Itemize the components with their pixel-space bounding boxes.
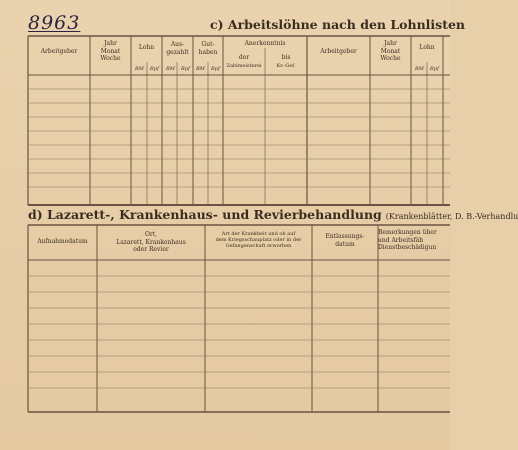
- col-header-lohn-2: Lohn: [419, 44, 435, 51]
- col-header-bemerkungen: Bemerkungen über und Arbeitsfäh Dienstbeschädigun: [378, 229, 437, 251]
- col-header-bis: bis: [281, 54, 291, 61]
- col-header-jahr-monat-woche: Jahr Monat Woche: [100, 40, 121, 62]
- col-header-guthaben: Gut- haben: [198, 41, 218, 56]
- col-header-anerkenntnis: Anerkenntnis: [244, 40, 286, 47]
- col-header-jahr-monat-woche-2: Jahr Monat Woche: [380, 40, 401, 62]
- col-header-ausgezahlt: Aus- gezahlt: [166, 41, 189, 56]
- sub-rpf-ausgezahlt: Rpf: [181, 66, 190, 72]
- col-header-ort-lazarett: Ort, Lazarett, Krankenhaus oder Revier: [116, 231, 186, 253]
- sub-rpf-lohn-2: Rpf: [430, 66, 439, 72]
- col-header-art-der-krankheit: Art der Krankheit und ob auf dem Kriegsschauplatz oder in der Gefangenschaft erworben: [215, 231, 302, 250]
- sub-rm-ausgezahlt: RM: [166, 66, 175, 72]
- sub-rm-lohn-2: RM: [415, 66, 424, 72]
- col-header-der: der: [238, 54, 250, 61]
- section-c-title: c) Arbeitslöhne nach den Lohnlisten: [210, 17, 466, 32]
- col-header-zahlmeisterei: Zahlmeisterei: [226, 63, 262, 69]
- col-header-krgef: Kr.-Gef.: [276, 63, 296, 69]
- handwritten-form-number: 8963: [28, 12, 81, 34]
- section-d-title-suffix: (Krankenblätter, D. B.-Verhandlu: [385, 212, 518, 221]
- section-d-title-text: d) Lazarett-, Krankenhaus- und Revierbehandlung: [28, 207, 382, 222]
- sub-rm-guthaben: RM: [196, 66, 205, 72]
- section-d-title: [28, 207, 518, 222]
- col-header-lohn: Lohn: [138, 44, 155, 51]
- col-header-aufnahmedatum: Aufnahmedatum: [37, 238, 88, 245]
- sub-rpf-lohn: Rpf: [150, 66, 159, 72]
- sub-rpf-guthaben: Rpf: [211, 66, 220, 72]
- col-header-arbeitgeber-2: Arbeitgeber: [320, 48, 357, 55]
- col-header-entlassungsdatum: Entlassungs- datum: [325, 233, 365, 248]
- col-header-arbeitgeber: Arbeitgeber: [40, 48, 78, 55]
- sub-rm-lohn: RM: [135, 66, 144, 72]
